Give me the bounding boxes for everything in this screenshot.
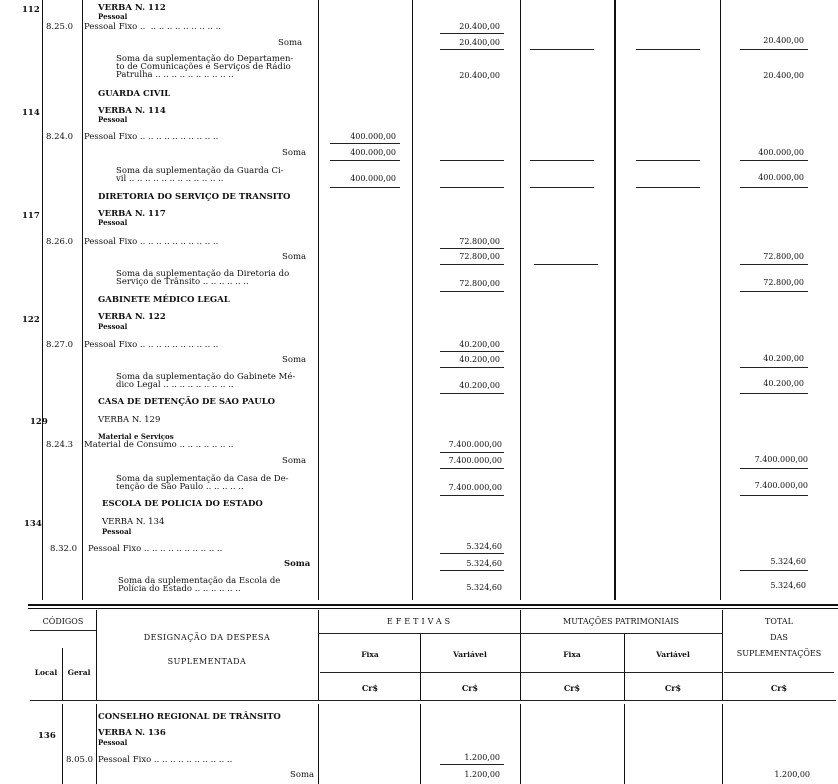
total-soma: 1.200,00: [774, 770, 810, 779]
rule: [530, 187, 594, 188]
rule: [440, 264, 504, 265]
section-title: CONSELHO REGIONAL DE TRÂNSITO: [98, 712, 281, 722]
column-rule-mut-fixa: [614, 0, 616, 600]
header-rule: [320, 672, 722, 673]
rule: [440, 160, 504, 161]
rule: [440, 248, 504, 249]
total-sup: 40.200,00: [763, 379, 804, 388]
header-rule-top: [28, 604, 838, 606]
section-title: CASA DE DETENÇÃO DE SAO PAULO: [98, 397, 276, 407]
verba-kind: Material e Serviços: [98, 432, 174, 441]
column-rule: [96, 704, 97, 784]
item-label: Pessoal Fixo .. .. .. .. .. .. .. .. .. ..: [88, 544, 223, 554]
column-rule-designacao: [318, 0, 319, 600]
verba-kind: Pessoal: [102, 527, 132, 536]
total-soma: 7.400.000,00: [754, 455, 808, 464]
verba-kind: Pessoal: [98, 218, 128, 227]
section-title: GUARDA CIVIL: [98, 89, 171, 99]
soma-value: 20.400,00: [459, 38, 500, 47]
geral-code: 8.24.0: [46, 132, 74, 142]
sup-value: 400.000,00: [350, 174, 396, 183]
total-soma: 40.200,00: [763, 354, 804, 363]
sup-label: vil .. .. .. .. .. .. .. .. .. .. .. ..: [116, 174, 224, 184]
sup-label: Patrulha .. .. .. .. .. .. .. .. .. ..: [116, 70, 234, 80]
sup-value: 5.324,60: [466, 583, 502, 592]
total-soma: 72.800,00: [763, 252, 804, 261]
soma-value: 400.000,00: [350, 148, 396, 157]
verba-label: VERBA N. 114: [98, 106, 166, 116]
rule: [440, 291, 504, 292]
geral-code: 8.25.0: [46, 22, 74, 32]
item-value: 7.400.000,00: [448, 440, 502, 449]
rule: [440, 495, 504, 496]
sup-label: Soma da suplementação da Casa de De-: [116, 474, 289, 484]
geral-code: 8.05.0: [66, 755, 94, 765]
total-sup: 72.800,00: [763, 278, 804, 287]
rule: [740, 393, 808, 394]
verba-kind: Pessoal: [98, 322, 128, 331]
local-code: 117: [22, 211, 40, 221]
item-label: Pessoal Fixo .. .. .. .. .. .. .. .. .. ..: [84, 237, 219, 247]
total-sup: 20.400,00: [763, 71, 804, 80]
header-rule-top-2: [28, 608, 838, 609]
rule: [440, 367, 504, 368]
header-rule: [724, 672, 834, 673]
rule: [740, 291, 808, 292]
header-designacao: SUPLEMENTADA: [167, 657, 247, 666]
soma-label: Soma: [282, 252, 307, 262]
soma-label: Soma: [284, 559, 311, 569]
column-rule: [722, 704, 723, 784]
header-variavel: Variável: [656, 650, 690, 659]
rule: [440, 351, 504, 352]
column-rule-geral: [82, 0, 83, 600]
total-sup: 7.400.000,00: [754, 481, 808, 490]
local-code: 114: [22, 108, 40, 118]
sup-value: 20.400,00: [459, 71, 500, 80]
header-fixa: Fixa: [563, 650, 581, 659]
rule: [740, 367, 808, 368]
rule: [440, 393, 504, 394]
geral-code: 8.24.3: [46, 440, 74, 450]
header-fixa: Fixa: [361, 650, 379, 659]
soma-value: 5.324,60: [466, 559, 502, 568]
item-label: Pessoal Fixo .. .. .. .. .. .. .. .. .. ..: [84, 340, 219, 350]
total-soma: 20.400,00: [763, 36, 804, 45]
total-sup: 5.324,60: [770, 581, 806, 590]
item-label: Pessoal Fixo .. .. .. .. .. .. .. .. .. ..: [98, 755, 233, 765]
header-rule: [30, 630, 96, 631]
soma-label: Soma: [278, 38, 303, 48]
rule: [330, 160, 400, 161]
sup-label: Soma da suplementação da Guarda Ci-: [116, 166, 284, 176]
rule: [440, 49, 504, 50]
soma-value: 1.200,00: [464, 770, 500, 779]
sup-label: Soma da suplementação do Departamen-: [116, 54, 294, 64]
soma-label: Soma: [290, 770, 315, 780]
rule: [740, 187, 808, 188]
local-code: 122: [22, 315, 40, 325]
verba-label: VERBA N. 122: [98, 312, 166, 322]
verba-label: VERBA N. 112: [98, 3, 166, 13]
column-rule: [520, 704, 521, 784]
rule: [530, 160, 594, 161]
rule: [740, 468, 808, 469]
section-title: ESCOLA DE POLICIA DO ESTADO: [102, 499, 263, 509]
header-designacao: DESIGNAÇÃO DA DESPESA: [143, 633, 271, 642]
sup-label: to de Comunicações e Serviços de Rádio: [116, 62, 291, 72]
rule: [636, 160, 700, 161]
rule: [440, 764, 504, 765]
item-value: 5.324,60: [466, 542, 502, 551]
item-value: 20.400,00: [459, 22, 500, 31]
rule: [740, 264, 808, 265]
column-rule: [318, 704, 319, 784]
local-code: 136: [38, 731, 56, 741]
soma-value: 7.400.000,00: [448, 456, 502, 465]
sup-label: Serviço de Trânsito .. .. .. .. .. ..: [116, 277, 249, 287]
currency-label: Cr$: [664, 683, 682, 693]
verba-label: VERBA N. 136: [98, 728, 166, 738]
local-code: 112: [22, 5, 40, 15]
total-sup: 400.000,00: [758, 173, 804, 182]
header-rule: [30, 700, 836, 701]
rule: [740, 49, 808, 50]
rule: [440, 570, 504, 571]
sup-value: 72.800,00: [459, 279, 500, 288]
column-rule: [62, 704, 63, 784]
sup-label: Soma da suplementação da Diretoria do: [116, 269, 290, 279]
verba-kind: Pessoal: [98, 115, 128, 124]
header-local: Local: [34, 668, 58, 677]
rule: [330, 187, 400, 188]
column-rule: [624, 704, 625, 784]
soma-label: Soma: [282, 148, 307, 158]
local-code: 134: [24, 519, 42, 529]
soma-value: 40.200,00: [459, 355, 500, 364]
rule: [330, 143, 400, 144]
currency-label: Cr$: [361, 683, 379, 693]
header-total: DAS: [770, 633, 788, 642]
rule: [636, 49, 700, 50]
header-variavel: Variável: [453, 650, 487, 659]
column-rule-local: [42, 0, 43, 600]
verba-label: VERBA N. 129: [98, 415, 161, 425]
header-mutacoes: MUTAÇÕES PATRIMONIAIS: [563, 617, 679, 626]
rule: [534, 264, 598, 265]
header-total: SUPLEMENTAÇÕES: [736, 649, 822, 658]
column-rule-variavel: [520, 0, 521, 600]
column-rule-mut-variavel: [720, 0, 721, 600]
verba-kind: Pessoal: [98, 738, 128, 747]
currency-label: Cr$: [770, 683, 788, 693]
column-rule-fixa: [412, 0, 413, 600]
rule: [440, 468, 504, 469]
rule: [740, 495, 808, 496]
total-soma: 400.000,00: [758, 148, 804, 157]
header-codigos: CÓDIGOS: [42, 617, 84, 626]
rule: [440, 187, 504, 188]
item-label: Pessoal Fixo .. .. .. .. .. .. .. .. .. ..: [84, 22, 221, 32]
local-code: 129: [30, 417, 48, 427]
rule: [440, 452, 504, 453]
rule: [740, 160, 808, 161]
verba-kind: Pessoal: [98, 12, 128, 21]
item-label: Material de Consumo .. .. .. .. .. .. ..: [84, 440, 234, 450]
soma-label: Soma: [282, 456, 307, 466]
header-geral: Geral: [67, 668, 91, 677]
sup-label: tenção de São Paulo .. .. .. .. ..: [116, 482, 244, 492]
sup-label: dico Legal .. .. .. .. .. .. .. .. ..: [116, 380, 234, 390]
rule: [440, 33, 504, 34]
sup-label: Soma da suplementação do Gabinete Mé-: [116, 372, 296, 382]
header-efetivas: EFETIVAS: [386, 617, 454, 626]
item-value: 72.800,00: [459, 237, 500, 246]
header-total: TOTAL: [765, 617, 793, 626]
section-title: DIRETORIA DO SERVIÇO DE TRANSITO: [98, 192, 291, 202]
item-value: 40.200,00: [459, 340, 500, 349]
soma-value: 72.800,00: [459, 252, 500, 261]
geral-code: 8.27.0: [46, 340, 74, 350]
section-title: GABINETE MÉDICO LEGAL: [98, 295, 230, 305]
sup-value: 7.400.000,00: [448, 483, 502, 492]
verba-label: VERBA N. 117: [98, 209, 166, 219]
header-col-rule: [318, 610, 319, 700]
column-rule: [420, 704, 421, 784]
header-col-rule: [96, 610, 97, 700]
rule: [440, 553, 504, 554]
soma-label: Soma: [282, 355, 307, 365]
sup-label: Polícia do Estado .. .. .. .. .. ..: [118, 584, 241, 594]
item-value: 1.200,00: [464, 753, 500, 762]
verba-label: VERBA N. 134: [102, 517, 165, 527]
fixa-value: 400.000,00: [350, 132, 396, 141]
geral-code: 8.32.0: [50, 544, 78, 554]
rule: [740, 570, 808, 571]
item-label: Pessoal Fixo .. .. .. .. .. .. .. .. .. ..: [84, 132, 219, 142]
currency-label: Cr$: [563, 683, 581, 693]
rule: [636, 187, 700, 188]
geral-code: 8.26.0: [46, 237, 74, 247]
currency-label: Cr$: [461, 683, 479, 693]
sup-value: 40.200,00: [459, 381, 500, 390]
rule: [530, 49, 594, 50]
sup-label: Soma da suplementação da Escola de: [118, 576, 281, 586]
total-soma: 5.324,60: [770, 557, 806, 566]
header-rule: [318, 633, 722, 634]
